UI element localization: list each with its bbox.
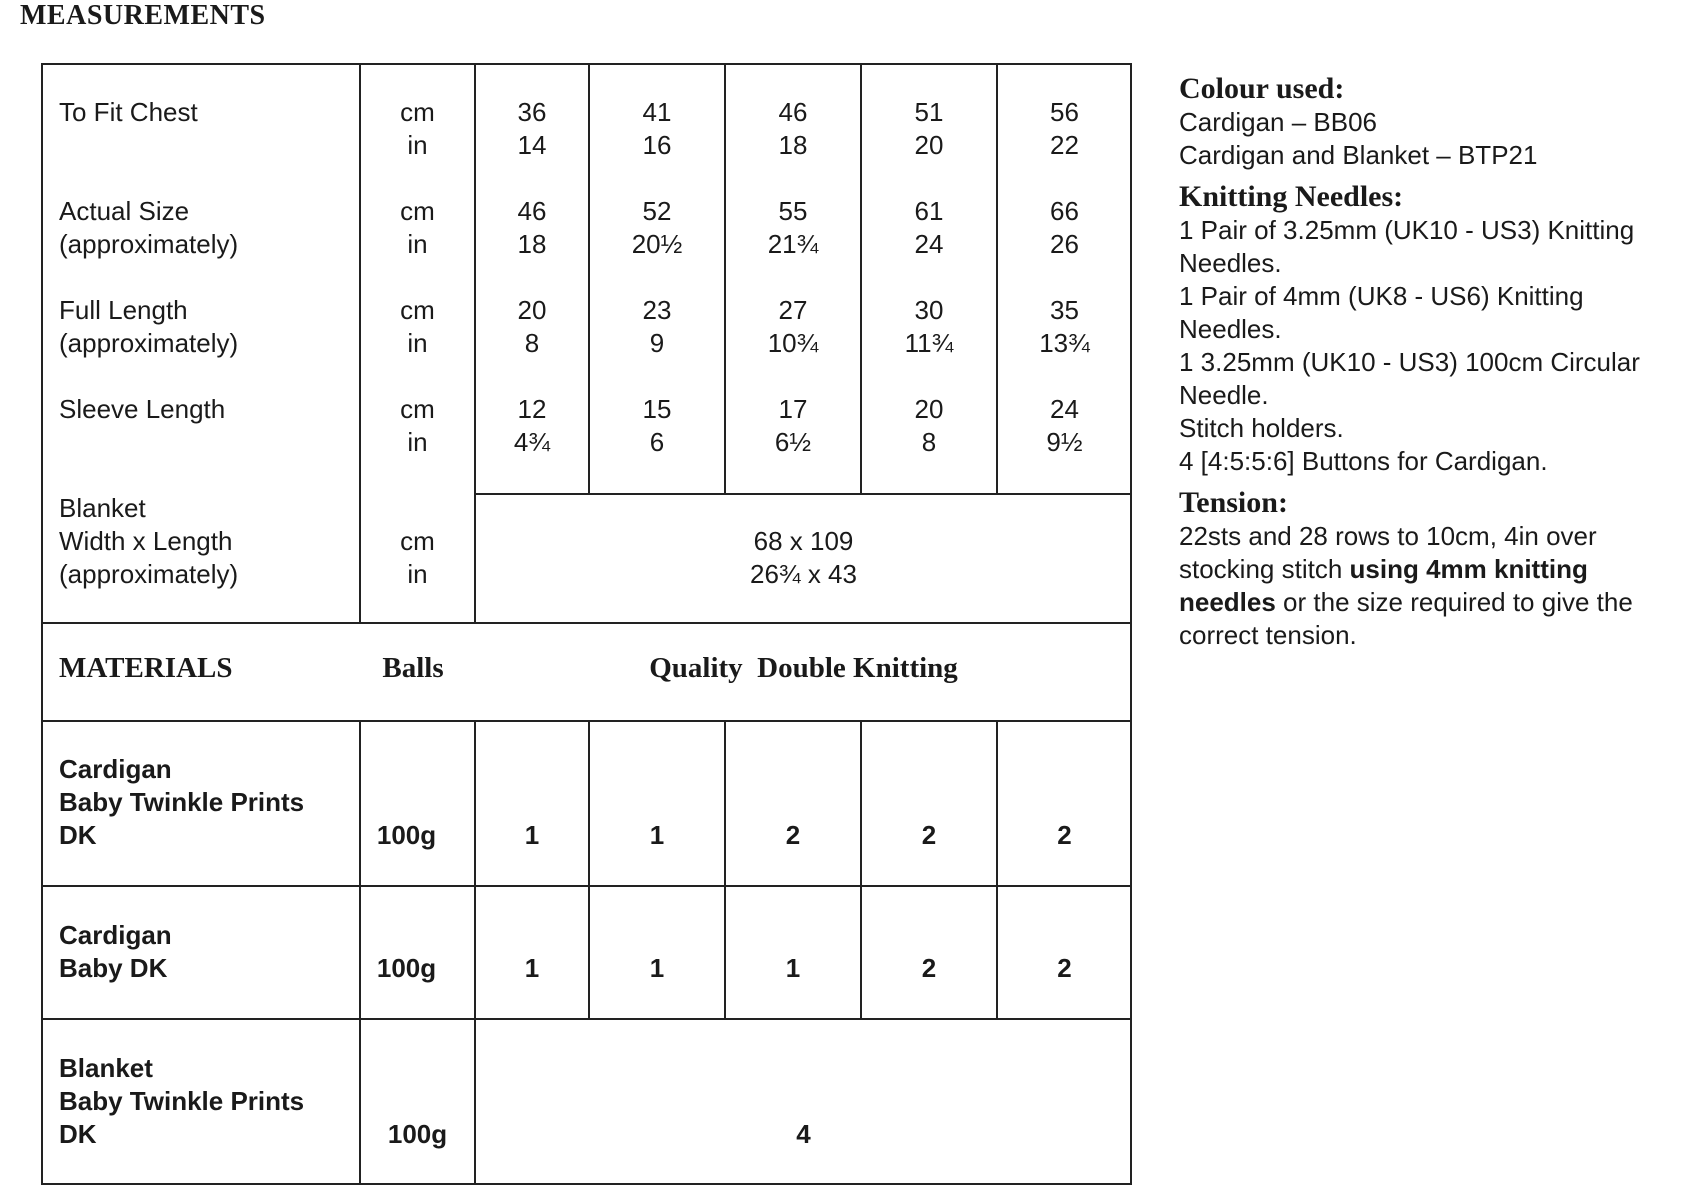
colour-heading: Colour used: [1179, 72, 1345, 105]
needles-section [1179, 180, 1694, 478]
needles-line: Needle. [1179, 380, 1269, 410]
value-cell: 41 16 [642, 97, 672, 160]
tension-emphasis: needles [1179, 587, 1276, 617]
needles-line: 1 3.25mm (UK10 - US3) 100cm Circular [1179, 347, 1640, 377]
info-panel [1179, 72, 1694, 660]
material-label-cardigan-baby-dk: Cardigan Baby DK [59, 920, 172, 983]
value-cell: 46 18 [517, 196, 547, 259]
divider [43, 720, 1131, 722]
value-cell: 35 13¾ [1039, 295, 1090, 358]
ball-count-cell: 4 [796, 1119, 811, 1149]
value-cell: 30 11¾ [904, 295, 954, 358]
unit-cell: cm in [400, 394, 435, 457]
weight-cell: 100g [376, 953, 437, 983]
needles-heading: Knitting Needles: [1179, 180, 1404, 213]
needles-line: Needles. [1179, 248, 1282, 278]
value-cell: 23 9 [642, 295, 672, 358]
weight-cell: 100g [387, 1119, 448, 1149]
tension-text: stocking stitch [1179, 554, 1350, 584]
tension-line: 22sts and 28 rows to 10cm, 4in over [1179, 521, 1597, 551]
value-cell: 20 8 [914, 394, 944, 457]
ball-count-cell: 1 [524, 820, 540, 850]
ball-count-cell: 2 [1057, 820, 1072, 850]
tension-line: correct tension. [1179, 620, 1357, 650]
value-cell: 52 20½ [631, 196, 683, 259]
value-cell: 55 21¾ [767, 196, 819, 259]
needles-line: 4 [4:5:5:6] Buttons for Cardigan. [1179, 446, 1548, 476]
needles-line: 1 Pair of 3.25mm (UK10 - US3) Knitting [1179, 215, 1635, 245]
page-title: MEASUREMENTS [20, 0, 266, 31]
row-label-actual-size: Actual Size (approximately) [59, 196, 239, 259]
ball-count-cell: 1 [649, 820, 665, 850]
row-label-full-length: Full Length (approximately) [59, 295, 239, 358]
tension-section [1179, 486, 1694, 652]
value-cell: 46 18 [778, 97, 808, 160]
materials-heading: MATERIALS [59, 652, 233, 684]
needles-line: 1 Pair of 4mm (UK8 - US6) Knitting [1179, 281, 1584, 311]
material-label-blanket-prints: Blanket Baby Twinkle Prints DK [59, 1053, 305, 1149]
needles-line: Stitch holders. [1179, 413, 1344, 443]
value-cell: 12 4¾ [513, 394, 551, 457]
value-cell: 24 9½ [1046, 394, 1083, 457]
weight-cell: 100g [376, 820, 437, 850]
divider [43, 885, 1131, 887]
row-label-chest: To Fit Chest [59, 97, 198, 127]
row-label-sleeve-length: Sleeve Length [59, 394, 226, 424]
divider [474, 493, 1131, 495]
value-cell: 27 10¾ [767, 295, 819, 358]
value-cell: 66 26 [1050, 196, 1079, 259]
material-label-cardigan-prints: Cardigan Baby Twinkle Prints DK [59, 754, 305, 850]
ball-count-cell: 1 [524, 953, 540, 983]
ball-count-cell: 1 [649, 953, 665, 983]
row-label-blanket: Blanket Width x Length (approximately) [59, 493, 239, 589]
value-cell: 36 14 [517, 97, 547, 160]
ball-count-cell: 2 [1057, 953, 1072, 983]
value-cell: 17 6½ [774, 394, 812, 457]
unit-cell: cm in [400, 295, 435, 358]
ball-count-cell: 2 [921, 820, 937, 850]
tension-line [1179, 586, 1694, 619]
ball-count-cell: 1 [785, 953, 801, 983]
tension-heading: Tension: [1179, 486, 1288, 519]
colour-line: Cardigan and Blanket – BTP21 [1179, 140, 1538, 170]
ball-count-cell: 2 [921, 953, 937, 983]
tension-line [1179, 553, 1694, 586]
value-cell: 56 22 [1050, 97, 1079, 160]
balls-heading: Balls [382, 652, 444, 684]
quality-heading: Quality Double Knitting [649, 652, 958, 684]
needles-line: Needles. [1179, 314, 1282, 344]
colour-section [1179, 72, 1694, 172]
value-cell: 61 24 [914, 196, 944, 259]
ball-count-cell: 2 [785, 820, 801, 850]
divider [43, 1018, 1131, 1020]
divider [43, 622, 1131, 624]
value-cell: 51 20 [914, 97, 944, 160]
value-cell: 20 8 [517, 295, 547, 358]
unit-cell: cm in [400, 97, 435, 160]
colour-line: Cardigan – BB06 [1179, 107, 1378, 137]
value-cell: 15 6 [642, 394, 672, 457]
unit-cell: cm in [400, 526, 435, 589]
measurements-table [41, 63, 1132, 1185]
blanket-size-cell: 68 x 109 26¾ x 43 [750, 526, 857, 589]
tension-emphasis: using 4mm knitting [1349, 554, 1588, 584]
unit-cell: cm in [400, 196, 435, 259]
tension-text: or the size required to give the [1275, 587, 1633, 617]
